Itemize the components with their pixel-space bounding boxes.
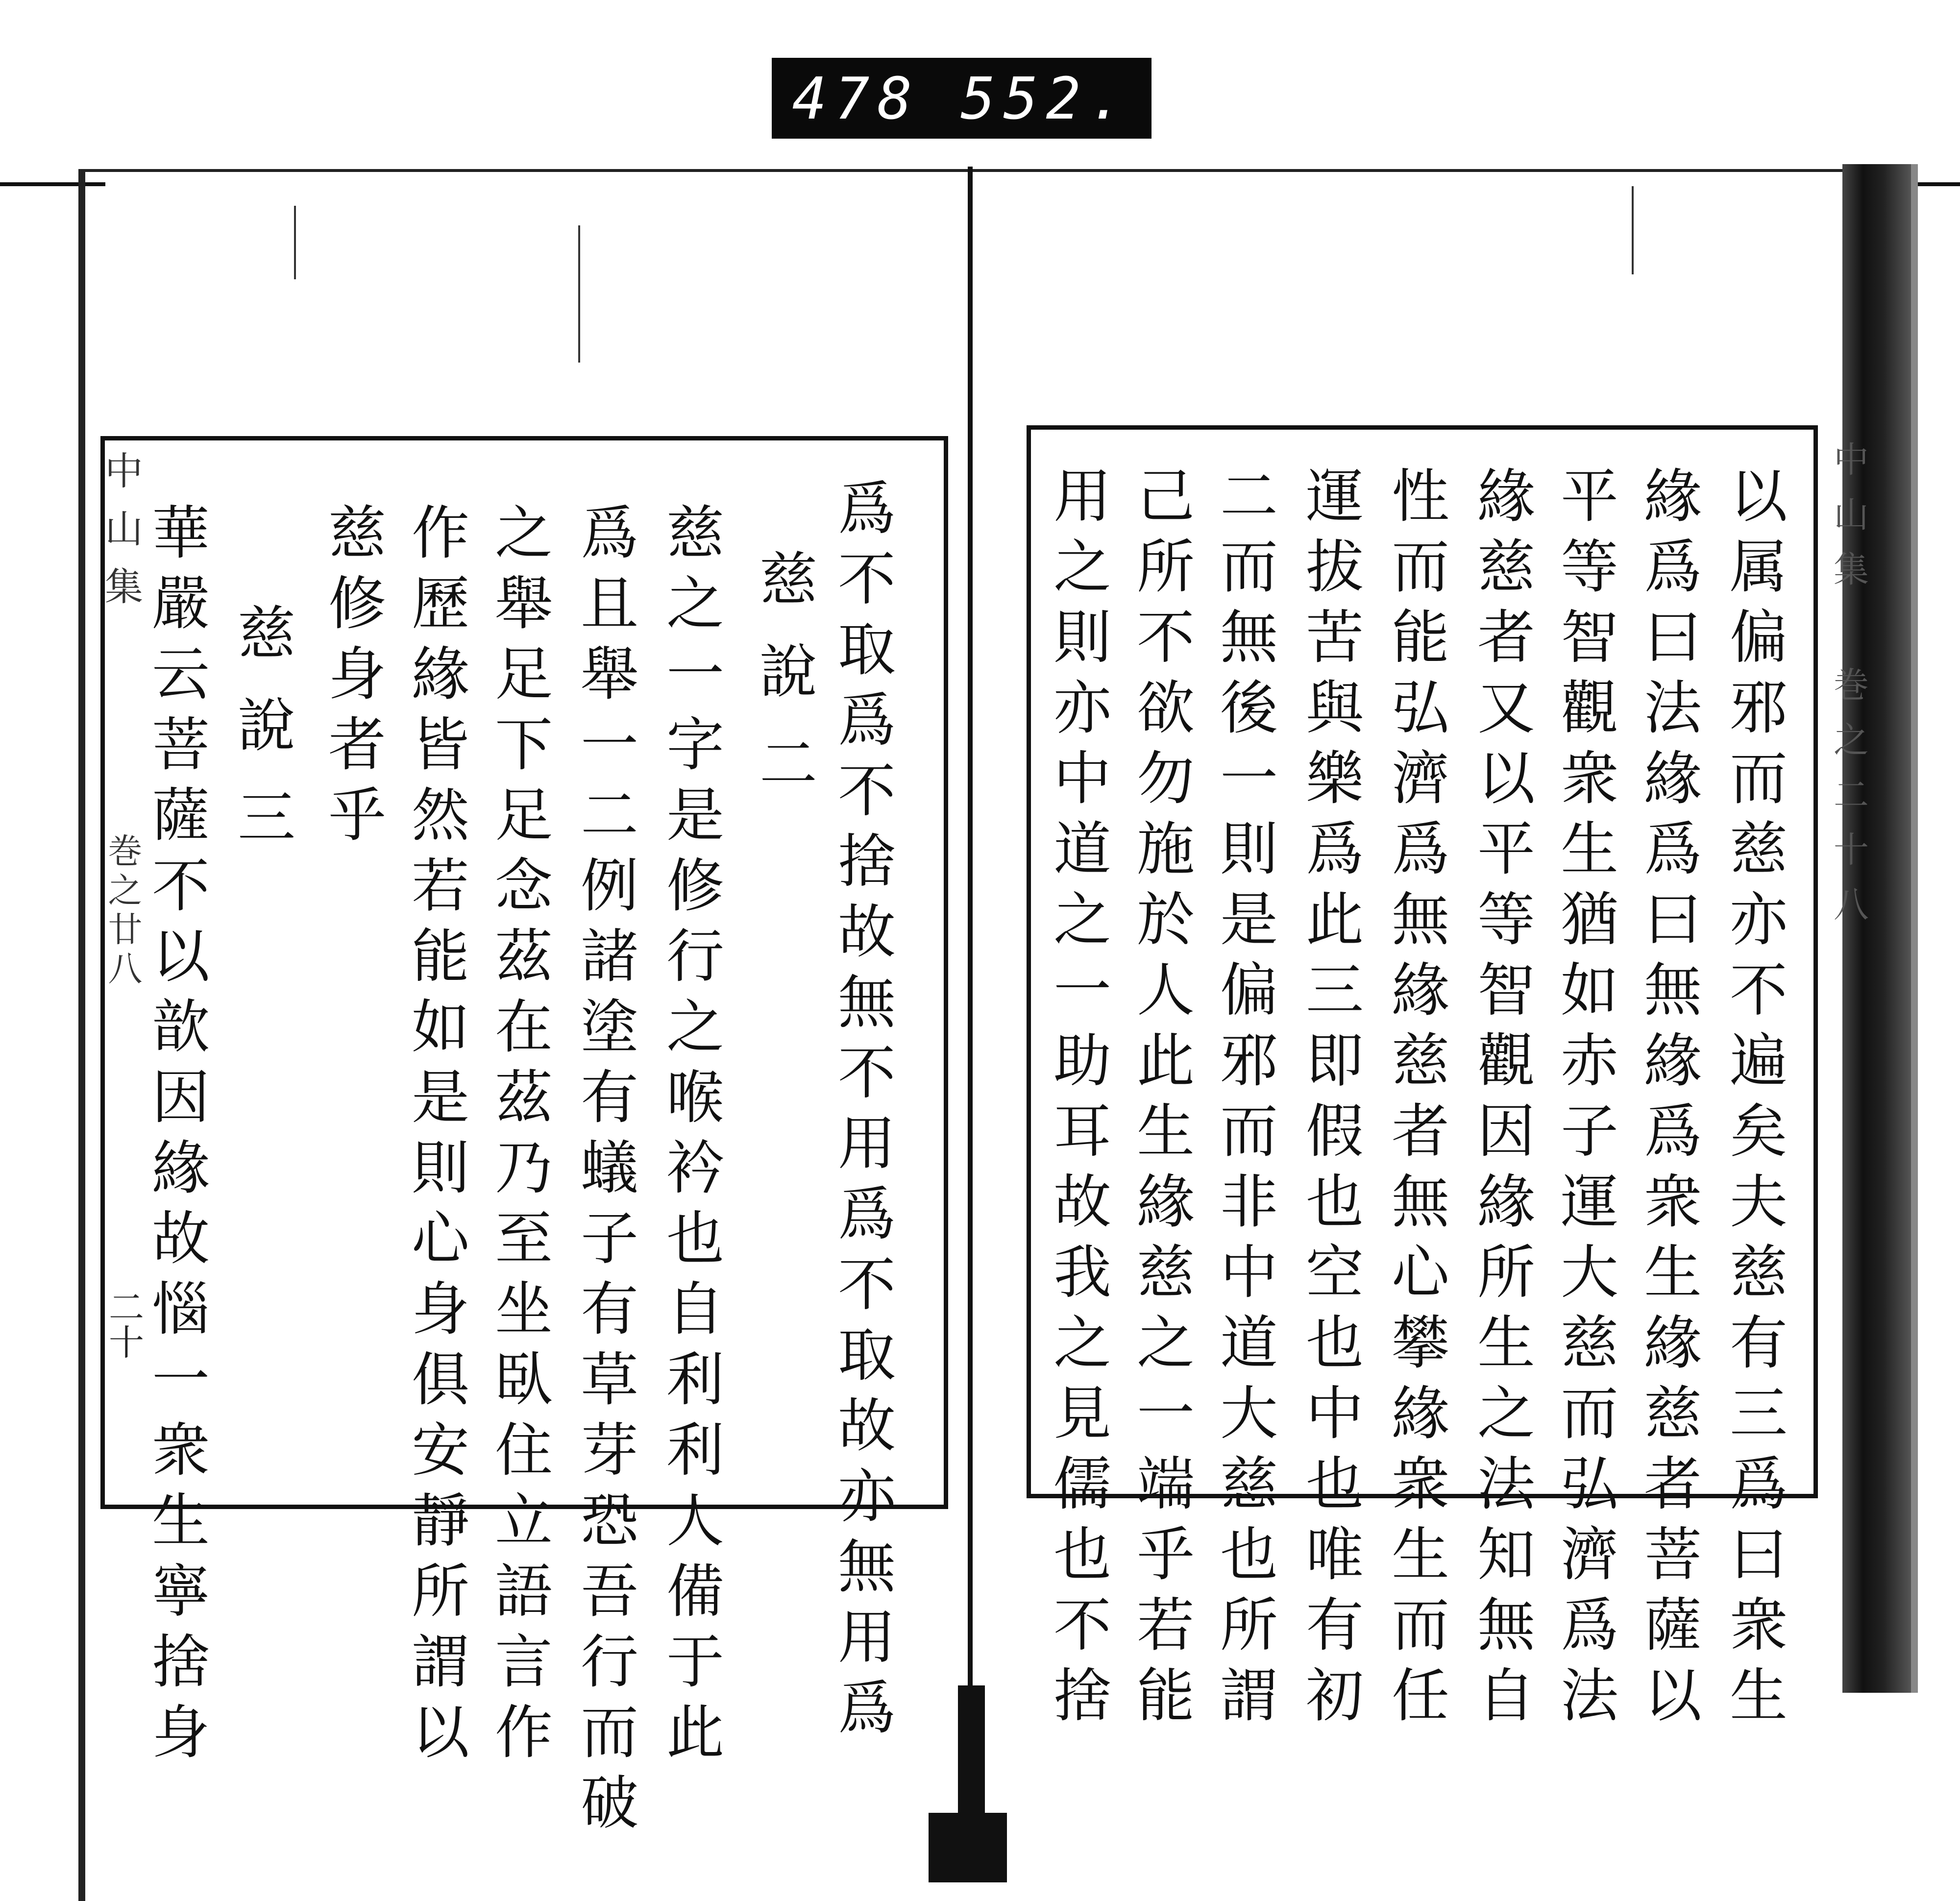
text-column: 性而能弘濟爲無緣慈者無心攀緣衆生而任 [1382, 465, 1449, 1735]
margin-right-title: 中山集 巻之二十八 [1828, 441, 1869, 941]
text-column: 緣慈者又以平等智觀因緣所生之法知無自 [1468, 465, 1535, 1735]
archive-label [772, 58, 1152, 139]
book-left-edge [78, 171, 85, 1901]
text-column: 慈之一字是修行之喉衿也自利利人備于此 [657, 502, 724, 1772]
scan-mark [1632, 186, 1634, 274]
text-column: 己所不欲勿施於人此生緣慈之一端乎若能 [1127, 465, 1195, 1735]
binding-base [929, 1813, 1007, 1882]
text-column: 慈修身者乎 [318, 502, 386, 855]
section-heading: 慈說三 [228, 603, 295, 879]
archive-number-right: 552. [960, 64, 1131, 132]
text-column: 華嚴云菩薩不以歆因緣故惱一衆生寧捨身 [142, 502, 210, 1772]
text-column: 平等智觀衆生猶如赤子運大慈而弘濟爲法 [1551, 465, 1618, 1735]
margin-page-number: 二十 [103, 1289, 144, 1359]
text-column: 之舉足下足念茲在茲乃至坐臥住立語言作 [485, 502, 553, 1772]
book-right-fore-edge [1911, 164, 1918, 1693]
section-heading: 慈說二 [750, 549, 817, 825]
book-gutter [968, 167, 973, 1818]
text-column: 緣爲曰法緣爲曰無緣爲衆生緣慈者菩薩以 [1634, 465, 1702, 1735]
text-column: 運拔苦與樂爲此三即假也空也中也唯有初 [1296, 465, 1364, 1735]
scan-edge-line [0, 182, 105, 186]
text-column: 爲不取爲不捨故無不用爲不取故亦無用爲 [828, 478, 896, 1748]
text-column: 以属偏邪而慈亦不遍矣夫慈有三爲曰衆生 [1720, 465, 1788, 1735]
text-column: 用之則亦中道之一助耳故我之見儒也不捨 [1044, 465, 1111, 1735]
scan-mark [578, 225, 580, 363]
scan-mark [294, 206, 296, 279]
margin-book-title: 中山集 [98, 451, 143, 624]
margin-volume: 巻之廿八 [102, 833, 143, 990]
book-top-edge [78, 169, 1852, 172]
text-column: 作歷緣皆然若能如是則心身俱安靜所謂以 [402, 502, 469, 1772]
text-column: 爲且舉一二例諸塗有蟻子有草芽恐吾行而破 [571, 502, 638, 1843]
binding-thread [958, 1685, 985, 1818]
archive-number-left: 478 [792, 64, 920, 132]
text-column: 二而無後一則是偏邪而非中道大慈也所謂 [1210, 465, 1278, 1735]
